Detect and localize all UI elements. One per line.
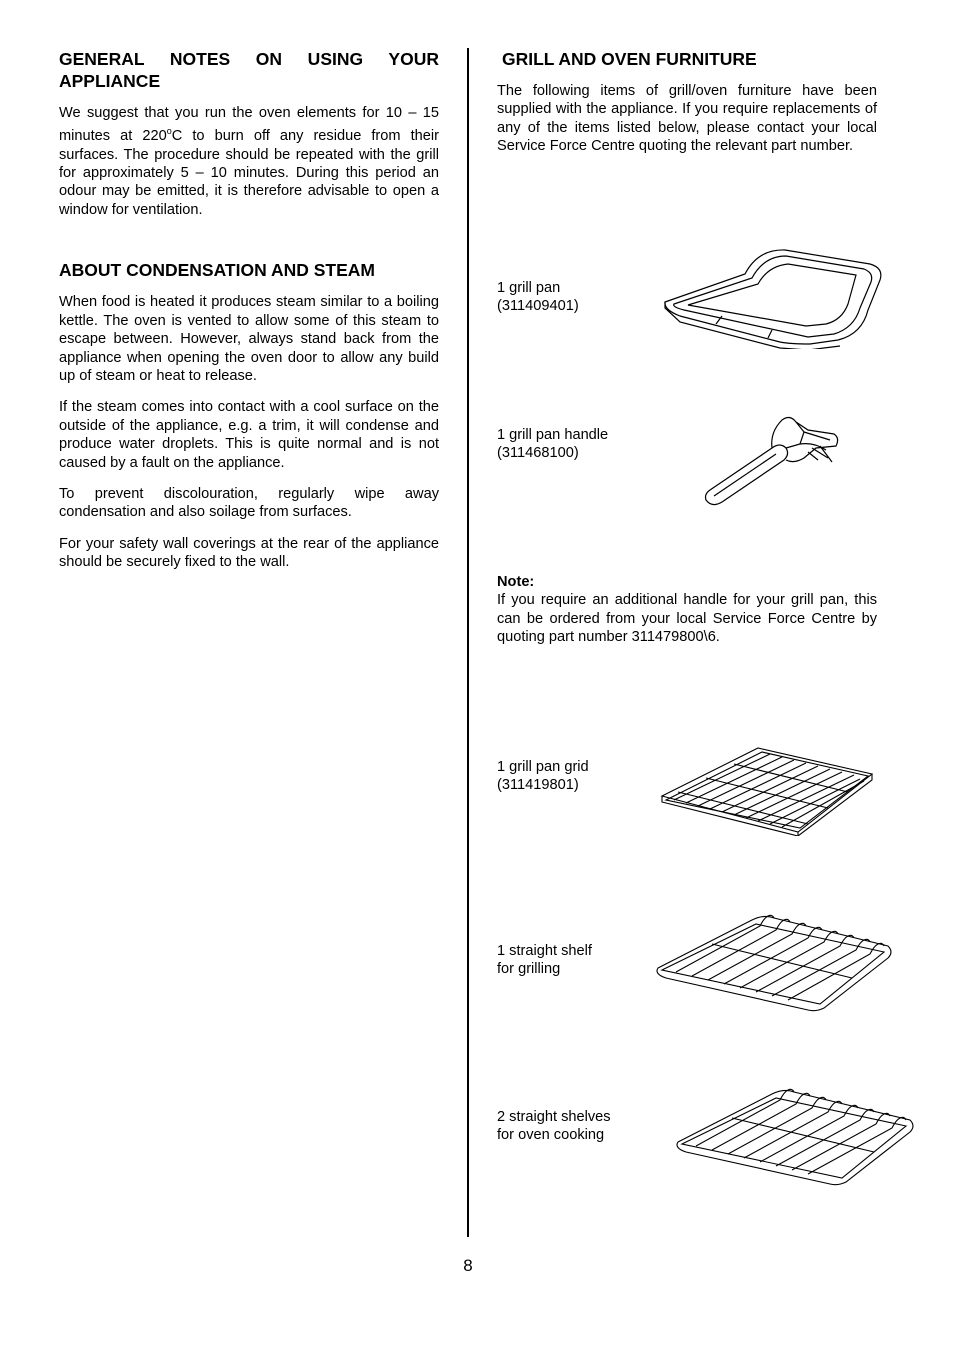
item-part-number: (311409401) <box>497 298 579 315</box>
note-text: If you require an additional handle for your grill pan, this can be ordered from your local Service Force Centre by quoting part number 311479800\6. <box>497 592 877 646</box>
column-divider <box>467 48 469 1237</box>
item-straight-shelves <box>497 1108 611 1145</box>
item-label: 1 grill pan <box>497 280 561 296</box>
right-column <box>497 48 877 156</box>
general-notes-heading-line1: GENERAL NOTES ON USING YOUR <box>59 49 439 69</box>
furniture-heading: GRILL AND OVEN FURNITURE <box>502 49 757 69</box>
item-label: 1 grill pan grid <box>497 759 589 775</box>
condensation-paragraph-2: If the steam comes into contact with a cool surface on the outside of the appliance, e.g. a trim, it will condense and produce water droplets. This is quite normal and is not caused by a fault on the appliance. <box>59 399 439 471</box>
condensation-paragraph-4: For your safety wall coverings at the rear of the appliance should be securely fixed to the wall. <box>59 535 439 571</box>
item-straight-shelf <box>497 942 592 979</box>
straight-shelves-icon <box>672 1082 920 1190</box>
item-label: 2 straight shelves <box>497 1109 611 1125</box>
item-part-number: (311419801) <box>497 777 579 794</box>
grill-pan-icon <box>660 244 885 349</box>
item-label: 1 grill pan handle <box>497 427 609 443</box>
note-label: Note: <box>497 574 535 590</box>
condensation-paragraph-3: To prevent discolouration, regularly wipe away condensation and also soilage from surfaces. <box>59 485 439 521</box>
item-grill-pan <box>497 279 579 316</box>
condensation-paragraph-1: When food is heated it produces steam similar to a boiling kettle. The oven is vented to allow some of this steam to escape between. However, always stand back from the appliance when opening the oven door to allow any build up of steam or heat to release. <box>59 294 439 384</box>
furniture-intro: The following items of grill/oven furniture have been supplied with the appliance. If you require replacements of any of the items listed below, please contact your local Service Force Centre quoting the relevant part number. <box>497 83 877 155</box>
burn-off-text-rest: C to burn off any residue from their surfaces. The procedure should be repeated with the grill for approximately 5 – 10 minutes. During this period an odour may be emitted, it is therefore advisable to open a window for ventilation. <box>59 128 439 218</box>
general-notes-heading <box>59 48 439 92</box>
item-part-number: for oven cooking <box>497 1127 605 1144</box>
left-column <box>59 48 439 572</box>
item-part-number: (311468100) <box>497 445 579 462</box>
degree-sup: o <box>166 126 172 137</box>
item-grill-pan-handle <box>497 426 608 463</box>
item-label: 1 straight shelf <box>497 943 592 959</box>
grill-pan-grid-icon <box>658 744 878 836</box>
condensation-heading: ABOUT CONDENSATION AND STEAM <box>59 260 375 281</box>
burn-off-text: We suggest that you run the oven elements for 10 – 15 minutes at 220 <box>59 105 439 145</box>
general-notes-paragraph <box>59 104 439 219</box>
note-block <box>497 573 877 647</box>
page-number: 8 <box>463 1256 473 1275</box>
general-notes-heading-line2: APPLIANCE <box>59 71 161 91</box>
grill-pan-handle-icon <box>700 412 845 507</box>
item-part-number: for grilling <box>497 961 561 978</box>
straight-shelf-icon <box>652 908 897 1016</box>
item-grill-pan-grid <box>497 758 589 795</box>
